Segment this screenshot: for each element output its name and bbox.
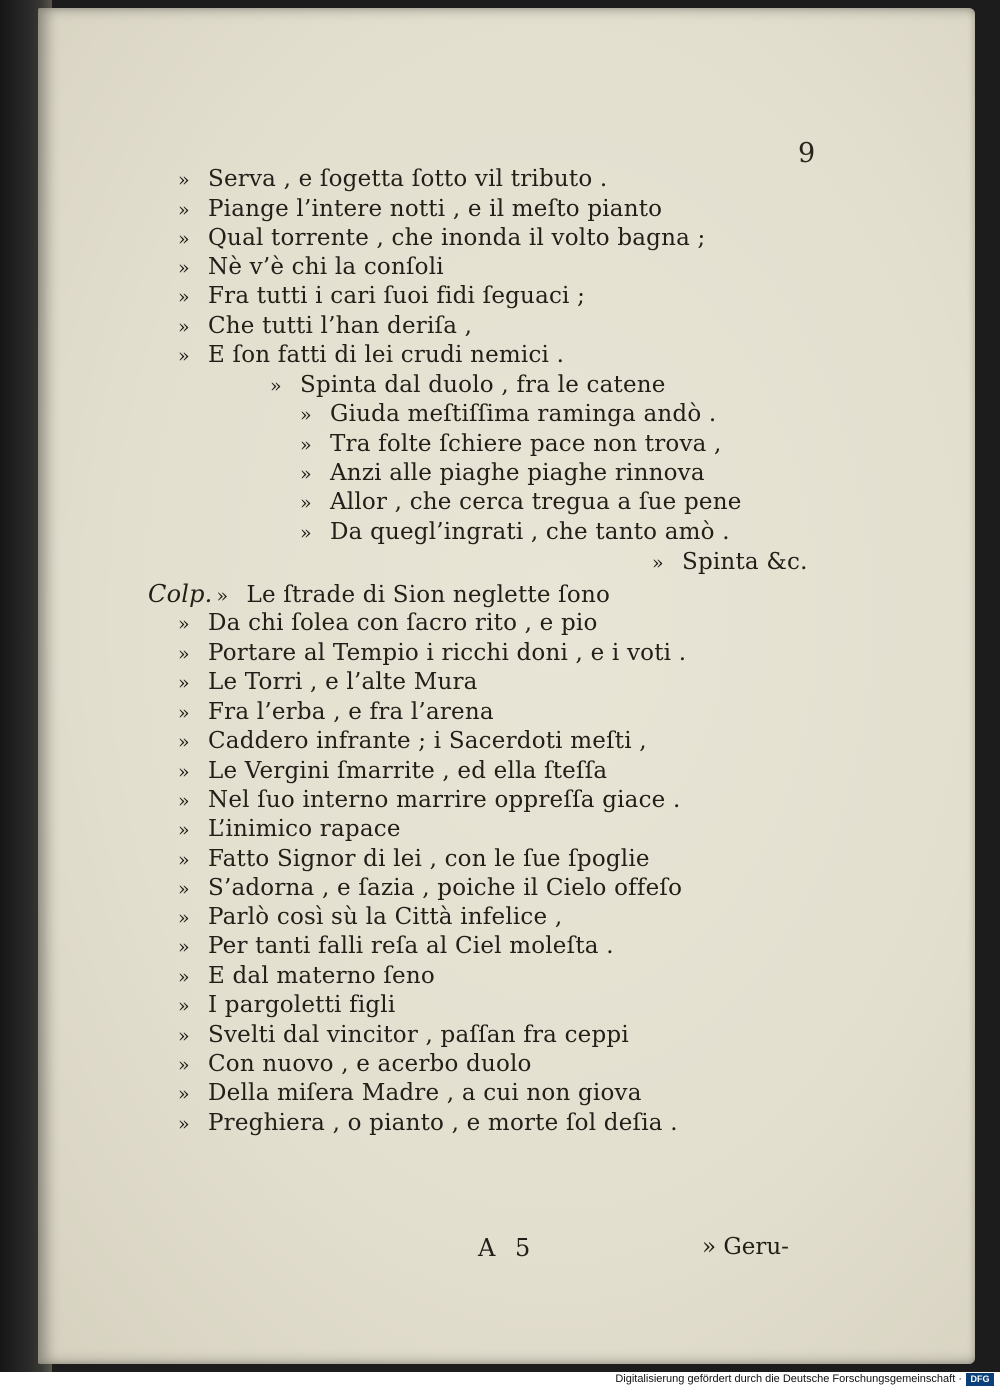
verse-line: Colp. » Le ſtrade di Sion neglette ſono xyxy=(148,580,611,608)
verse-line: » E dal materno ſeno xyxy=(178,963,435,989)
aria-line: » Spinta dal duolo , fra le catene xyxy=(270,372,666,398)
speaker-label: Colp. xyxy=(148,580,213,608)
aria-line: » Giuda meſtiſſima raminga andò . xyxy=(300,401,717,427)
verse-line: » Preghiera , o pianto , e morte ſol deſia . xyxy=(178,1110,678,1136)
catchword: » Geru- xyxy=(702,1234,789,1260)
verse-line: » Piange l’intere notti , e il meſto pianto xyxy=(178,196,663,222)
aria-line: » Tra folte ſchiere pace non trova , xyxy=(300,431,722,457)
book-page xyxy=(38,8,975,1364)
verse-line: » Serva , e ſogetta ſotto vil tributo . xyxy=(178,166,608,192)
verse-line: » Le Vergini ſmarrite , ed ella ſteſſa xyxy=(178,758,608,784)
verse-line: » Nè v’è chi la conſoli xyxy=(178,254,444,280)
verse-line: » Svelti dal vincitor , paſſan fra ceppi xyxy=(178,1022,629,1048)
verse-line: » Per tanti falli reſa al Ciel moleſta . xyxy=(178,933,614,959)
signature-mark: A 5 xyxy=(478,1234,537,1262)
aria-line: » Allor , che cerca tregua a ſue pene xyxy=(300,489,742,515)
verse-line: » Con nuovo , e acerbo duolo xyxy=(178,1051,532,1077)
aria-line: » Da quegl’ingrati , che tanto amò . xyxy=(300,519,730,545)
verse-line: » Portare al Tempio i ricchi doni , e i voti . xyxy=(178,640,687,666)
verse-line: » Le Torri , e l’alte Mura xyxy=(178,669,478,695)
verse-line: » Fra l’erba , e fra l’arena xyxy=(178,699,494,725)
verse-line: » S’adorna , e ſazia , poiche il Cielo offeſo xyxy=(178,875,683,901)
verse-line: » L’inimico rapace xyxy=(178,816,401,842)
verse-line: » Qual torrente , che inonda il volto bagna ; xyxy=(178,225,706,251)
verse-line: » Fra tutti i cari ſuoi fidi ſeguaci ; xyxy=(178,283,586,309)
verse-line: » Caddero infrante ; i Sacerdoti meſti , xyxy=(178,728,647,754)
aria-line: » Anzi alle piaghe piaghe rinnova xyxy=(300,460,705,486)
verse-line: » Che tutti l’han deriſa , xyxy=(178,313,473,339)
aria-repeat-line: » Spinta &c. xyxy=(652,549,808,575)
verse-line: » I pargoletti figli xyxy=(178,992,396,1018)
dfg-logo: DFG xyxy=(966,1373,994,1386)
verse-line: » Da chi ſolea con ſacro rito , e pio xyxy=(178,610,598,636)
verse-line: » Parlò così sù la Città infelice , xyxy=(178,904,563,930)
verse-line: » E ſon fatti di lei crudi nemici . xyxy=(178,342,565,368)
verse-line: » Nel ſuo interno marrire oppreſſa giace . xyxy=(178,787,681,813)
verse-line: » Fatto Signor di lei , con le ſue ſpoglie xyxy=(178,846,650,872)
verse-line: » Della miſera Madre , a cui non giova xyxy=(178,1080,642,1106)
funding-credit: Digitalisierung gefördert durch die Deutsche Forschungsgemeinschaft · xyxy=(615,1373,962,1385)
page-number: 9 xyxy=(798,138,816,169)
